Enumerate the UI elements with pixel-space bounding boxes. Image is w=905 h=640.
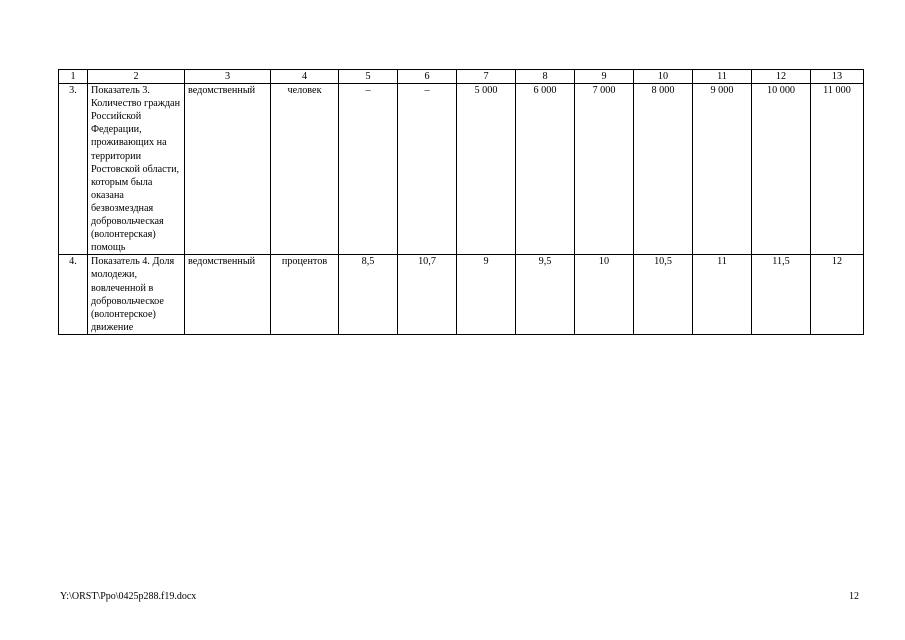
header-cell: 10 — [634, 70, 693, 84]
indicator-name: Показатель 3. Количество граждан Российской Федерации, проживающих на территории Ростовской области, которым была оказана безвозмездная добровольческая (волонтерская) помощь — [88, 84, 185, 255]
footer-file-path: Y:\ORST\Ppo\0425p288.f19.docx — [60, 591, 197, 602]
data-source: ведомственный — [185, 255, 271, 335]
value-cell: – — [398, 84, 457, 255]
value-cell: 10 000 — [752, 84, 811, 255]
table-row — [59, 255, 864, 335]
unit: процентов — [271, 255, 339, 335]
unit: человек — [271, 84, 339, 255]
value-cell: 5 000 — [457, 84, 516, 255]
row-number: 3. — [59, 84, 88, 255]
header-cell: 3 — [185, 70, 271, 84]
value-cell: 9,5 — [516, 255, 575, 335]
value-cell: 7 000 — [575, 84, 634, 255]
header-cell: 4 — [271, 70, 339, 84]
table-row — [59, 84, 864, 255]
header-cell: 5 — [339, 70, 398, 84]
indicator-name: Показатель 4. Доля молодежи, вовлеченной в добровольческое (волонтерское) движение — [88, 255, 185, 335]
value-cell: 10,7 — [398, 255, 457, 335]
page-number: 12 — [849, 591, 859, 602]
value-cell: 8,5 — [339, 255, 398, 335]
value-cell: 11 000 — [811, 84, 864, 255]
value-cell: – — [339, 84, 398, 255]
header-cell: 6 — [398, 70, 457, 84]
header-cell: 8 — [516, 70, 575, 84]
row-number: 4. — [59, 255, 88, 335]
value-cell: 11 — [693, 255, 752, 335]
value-cell: 9 000 — [693, 84, 752, 255]
header-cell: 12 — [752, 70, 811, 84]
table-header-row — [59, 70, 864, 84]
data-source: ведомственный — [185, 84, 271, 255]
value-cell: 10 — [575, 255, 634, 335]
value-cell: 12 — [811, 255, 864, 335]
value-cell: 11,5 — [752, 255, 811, 335]
value-cell: 9 — [457, 255, 516, 335]
value-cell: 8 000 — [634, 84, 693, 255]
header-cell: 9 — [575, 70, 634, 84]
value-cell: 6 000 — [516, 84, 575, 255]
header-cell: 1 — [59, 70, 88, 84]
header-cell: 7 — [457, 70, 516, 84]
value-cell: 10,5 — [634, 255, 693, 335]
header-cell: 13 — [811, 70, 864, 84]
header-cell: 2 — [88, 70, 185, 84]
indicator-table — [58, 69, 864, 335]
header-cell: 11 — [693, 70, 752, 84]
